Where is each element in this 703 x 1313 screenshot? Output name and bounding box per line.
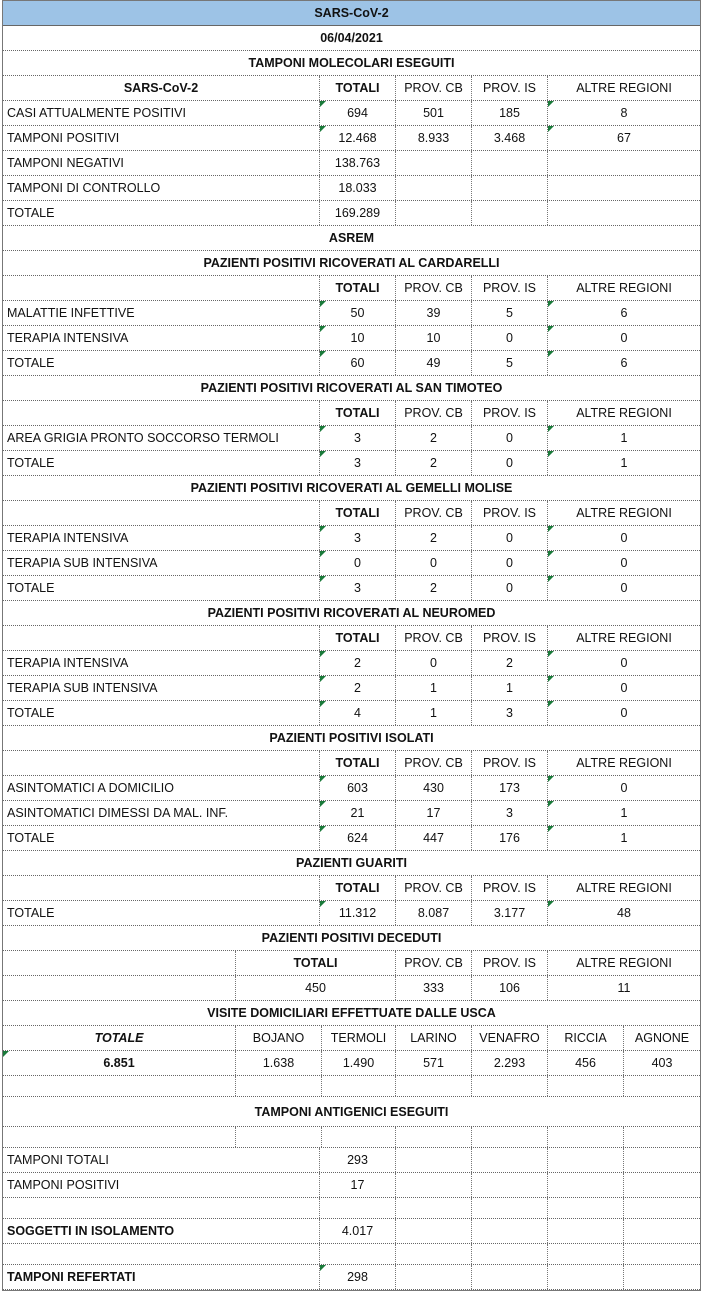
value-prov-cb[interactable]: 2 — [396, 451, 472, 475]
usca-total-label[interactable]: TOTALE — [3, 1026, 236, 1050]
row-label[interactable]: TERAPIA SUB INTENSIVA — [3, 676, 320, 700]
asrem-row — [3, 226, 700, 251]
empty-cell[interactable] — [3, 501, 320, 525]
row-value[interactable]: 17 — [320, 1173, 396, 1197]
row-label[interactable]: TOTALE — [3, 901, 320, 925]
row-label[interactable]: SOGGETTI IN ISOLAMENTO — [3, 1219, 320, 1243]
table-row — [3, 1148, 700, 1173]
value-prov-is[interactable]: 2 — [472, 651, 548, 675]
value-prov-cb[interactable] — [396, 151, 472, 175]
molecolari-rows — [3, 101, 700, 226]
section-cardarelli — [3, 251, 700, 376]
value-altre-regioni[interactable]: 6 — [548, 351, 700, 375]
table-row — [3, 826, 700, 851]
header-totali[interactable]: TOTALI — [320, 501, 396, 525]
usca-col-agnone[interactable]: AGNONE — [634, 1031, 690, 1045]
column-header-row — [3, 501, 700, 526]
header-prov-is[interactable]: PROV. IS — [472, 876, 548, 900]
empty-cell[interactable] — [548, 1219, 624, 1243]
empty-cell[interactable] — [396, 1148, 472, 1172]
header-altre-regioni[interactable]: ALTRE REGIONI — [576, 956, 672, 970]
row-label[interactable]: TAMPONI TOTALI — [3, 1148, 320, 1172]
value-prov-cb[interactable]: 1 — [396, 701, 472, 725]
value-altre-regioni[interactable]: 0 — [548, 651, 700, 675]
empty-cell[interactable] — [3, 751, 320, 775]
header-prov-is[interactable]: PROV. IS — [472, 401, 548, 425]
header-prov-cb[interactable]: PROV. CB — [396, 276, 472, 300]
value-totali[interactable]: 138.763 — [320, 151, 396, 175]
row-label[interactable]: TAMPONI REFERTATI — [3, 1265, 320, 1289]
empty-cell[interactable] — [3, 976, 236, 1000]
value-totali[interactable]: 169.289 — [320, 201, 396, 225]
header-altre-regioni[interactable]: ALTRE REGIONI — [576, 756, 672, 770]
section-heading — [3, 251, 700, 276]
value-prov-cb[interactable]: 49 — [396, 351, 472, 375]
value-prov-cb[interactable]: 0 — [396, 551, 472, 575]
value-prov-is[interactable]: 3.177 — [472, 901, 548, 925]
value-prov-cb[interactable] — [396, 201, 472, 225]
empty-cell[interactable] — [548, 1244, 624, 1264]
title-row — [3, 1, 700, 26]
section-heading — [3, 601, 700, 626]
value-totali[interactable]: 2 — [320, 651, 396, 675]
empty-cell[interactable] — [472, 1219, 548, 1243]
section-heading — [3, 376, 700, 401]
value-totali[interactable]: 60 — [320, 351, 396, 375]
value-prov-cb[interactable]: 501 — [396, 101, 472, 125]
header-prov-cb[interactable]: PROV. CB — [396, 501, 472, 525]
usca-col-larino[interactable]: LARINO — [396, 1026, 472, 1050]
value-prov-cb[interactable]: 2 — [396, 526, 472, 550]
section-gemelli — [3, 476, 700, 601]
value-prov-is[interactable] — [472, 151, 548, 175]
column-header-row — [3, 76, 700, 101]
section-heading — [3, 851, 700, 876]
san-timoteo-heading[interactable]: PAZIENTI POSITIVI RICOVERATI AL SAN TIMOTEO — [200, 381, 503, 395]
usca-col-venafro[interactable]: VENAFRO — [472, 1026, 548, 1050]
value-totali[interactable]: 50 — [320, 301, 396, 325]
table-row — [3, 776, 700, 801]
section-san-timoteo — [3, 376, 700, 476]
value-totali[interactable]: 2 — [320, 676, 396, 700]
table-row — [3, 551, 700, 576]
header-prov-cb[interactable]: PROV. CB — [396, 876, 472, 900]
header-altre-regioni[interactable]: ALTRE REGIONI — [576, 406, 672, 420]
table-row — [3, 676, 700, 701]
empty-cell[interactable] — [472, 1244, 548, 1264]
table-row — [3, 326, 700, 351]
molecolari-heading[interactable]: TAMPONI MOLECOLARI ESEGUITI — [248, 56, 455, 70]
value-altre-regioni[interactable]: 1 — [548, 426, 700, 450]
header-totali[interactable]: TOTALI — [320, 626, 396, 650]
usca-value-venafro[interactable]: 2.293 — [472, 1051, 548, 1075]
value-prov-cb[interactable] — [396, 176, 472, 200]
header-totali[interactable]: TOTALI — [320, 276, 396, 300]
value-prov-is[interactable]: 173 — [472, 776, 548, 800]
empty-cell[interactable] — [624, 1244, 700, 1264]
neuromed-heading[interactable]: PAZIENTI POSITIVI RICOVERATI AL NEUROMED — [207, 606, 496, 620]
value-prov-cb[interactable]: 8.933 — [396, 126, 472, 150]
value-totali[interactable]: 694 — [320, 101, 396, 125]
value-altre-regioni[interactable]: 48 — [548, 901, 700, 925]
value-prov-cb[interactable]: 2 — [396, 426, 472, 450]
value-altre-regioni[interactable] — [548, 176, 700, 200]
empty-cell[interactable] — [396, 1076, 472, 1096]
header-totali[interactable]: TOTALI — [320, 401, 396, 425]
value-prov-cb[interactable]: 0 — [396, 651, 472, 675]
row-label[interactable]: TOTALE — [3, 576, 320, 600]
section-heading — [3, 926, 700, 951]
row-value[interactable]: 293 — [320, 1148, 396, 1172]
empty-cell[interactable] — [320, 1244, 396, 1264]
empty-cell[interactable] — [3, 1244, 320, 1264]
table-row — [3, 801, 700, 826]
value-prov-cb[interactable]: 17 — [396, 801, 472, 825]
header-prov-is[interactable]: PROV. IS — [472, 76, 548, 100]
usca-col-riccia[interactable]: RICCIA — [548, 1026, 624, 1050]
empty-cell[interactable] — [3, 876, 320, 900]
value-prov-is[interactable]: 3 — [472, 801, 548, 825]
empty-cell[interactable] — [472, 1076, 548, 1096]
empty-cell[interactable] — [3, 276, 320, 300]
empty-cell[interactable] — [320, 1198, 396, 1218]
empty-row — [3, 1127, 700, 1148]
column-header-row — [3, 276, 700, 301]
row-label[interactable]: TOTALE — [3, 351, 320, 375]
header-prov-is[interactable]: PROV. IS — [472, 626, 548, 650]
empty-cell[interactable] — [548, 1148, 624, 1172]
empty-cell[interactable] — [624, 1219, 700, 1243]
usca-value-riccia[interactable]: 456 — [548, 1051, 624, 1075]
column-header-row — [3, 876, 700, 901]
value-prov-cb[interactable]: 2 — [396, 576, 472, 600]
empty-cell[interactable] — [3, 401, 320, 425]
row-label[interactable]: CASI ATTUALMENTE POSITIVI — [3, 101, 320, 125]
value-prov-cb[interactable]: 447 — [396, 826, 472, 850]
empty-cell[interactable] — [624, 1148, 700, 1172]
header-altre-regioni[interactable]: ALTRE REGIONI — [576, 506, 672, 520]
header-altre-regioni[interactable]: ALTRE REGIONI — [576, 281, 672, 295]
column-header-row — [3, 401, 700, 426]
value-prov-is[interactable]: 0 — [472, 526, 548, 550]
empty-cell[interactable] — [548, 1198, 624, 1218]
empty-cell[interactable] — [472, 1173, 548, 1197]
empty-cell[interactable] — [236, 1127, 322, 1147]
empty-cell[interactable] — [472, 1127, 548, 1147]
table-row — [3, 1219, 700, 1244]
cardarelli-heading[interactable]: PAZIENTI POSITIVI RICOVERATI AL CARDARELLI — [203, 256, 500, 270]
isolati-heading[interactable]: PAZIENTI POSITIVI ISOLATI — [269, 731, 434, 745]
table-row — [3, 426, 700, 451]
row-label[interactable]: TAMPONI POSITIVI — [3, 126, 320, 150]
header-prov-cb[interactable]: PROV. CB — [396, 626, 472, 650]
data-row — [3, 976, 700, 1001]
empty-cell[interactable] — [472, 1148, 548, 1172]
empty-cell[interactable] — [3, 626, 320, 650]
antigenici-rows — [3, 1148, 700, 1290]
value-altre-regioni[interactable] — [548, 201, 700, 225]
header-altre-regioni[interactable]: ALTRE REGIONI — [576, 81, 672, 95]
row-label[interactable]: TOTALE — [3, 201, 320, 225]
value-prov-is[interactable]: 0 — [472, 551, 548, 575]
table-row — [3, 451, 700, 476]
empty-cell[interactable] — [396, 1265, 472, 1289]
antigenici-heading[interactable]: TAMPONI ANTIGENICI ESEGUITI — [254, 1104, 449, 1119]
column-header-row — [3, 951, 700, 976]
header-prov-is[interactable]: PROV. IS — [472, 751, 548, 775]
empty-row — [3, 1198, 700, 1219]
table-row — [3, 526, 700, 551]
empty-row — [3, 1244, 700, 1265]
value-prov-cb[interactable]: 1 — [396, 676, 472, 700]
value-totali[interactable]: 3 — [320, 451, 396, 475]
header-prov-cb[interactable]: PROV. CB — [396, 76, 472, 100]
row-label[interactable]: MALATTIE INFETTIVE — [3, 301, 320, 325]
value-prov-is[interactable]: 3.468 — [472, 126, 548, 150]
empty-cell[interactable] — [3, 951, 236, 975]
value-totali[interactable]: 0 — [320, 551, 396, 575]
value-prov-is[interactable]: 185 — [472, 101, 548, 125]
empty-cell[interactable] — [396, 1244, 472, 1264]
table-row — [3, 176, 700, 201]
section-isolati — [3, 726, 700, 851]
row-value[interactable]: 298 — [320, 1265, 396, 1289]
value-altre-regioni[interactable]: 0 — [548, 551, 700, 575]
value-altre-regioni[interactable]: 67 — [548, 126, 700, 150]
table-row — [3, 151, 700, 176]
row-label[interactable]: ASINTOMATICI A DOMICILIO — [3, 776, 320, 800]
deceduti-heading[interactable]: PAZIENTI POSITIVI DECEDUTI — [261, 931, 442, 945]
corner-label[interactable]: SARS-CoV-2 — [3, 76, 320, 100]
row-label[interactable]: TERAPIA SUB INTENSIVA — [3, 551, 320, 575]
value-prov-is[interactable]: 0 — [472, 576, 548, 600]
section-heading — [3, 1001, 700, 1026]
empty-cell[interactable] — [396, 1173, 472, 1197]
value-prov-is[interactable]: 3 — [472, 701, 548, 725]
report-title[interactable]: SARS-CoV-2 — [314, 6, 389, 20]
row-label[interactable]: TOTALE — [3, 701, 320, 725]
value-totali[interactable]: 21 — [320, 801, 396, 825]
usca-total-value[interactable]: 6.851 — [3, 1051, 236, 1075]
value-altre-regioni[interactable]: 0 — [548, 326, 700, 350]
column-header-row — [3, 751, 700, 776]
header-totali[interactable]: TOTALI — [320, 751, 396, 775]
empty-cell[interactable] — [396, 1127, 472, 1147]
table-row — [3, 576, 700, 601]
value-totali[interactable]: 10 — [320, 326, 396, 350]
value-totali[interactable]: 11.312 — [320, 901, 396, 925]
value-totali[interactable]: 624 — [320, 826, 396, 850]
asrem-label[interactable]: ASREM — [328, 231, 375, 245]
empty-cell[interactable] — [236, 1076, 322, 1096]
table-row — [3, 651, 700, 676]
value-prov-is[interactable]: 0 — [472, 451, 548, 475]
row-label[interactable]: TERAPIA INTENSIVA — [3, 651, 320, 675]
header-altre-regioni[interactable]: ALTRE REGIONI — [576, 631, 672, 645]
table-row — [3, 901, 700, 926]
table-row — [3, 351, 700, 376]
empty-row — [3, 1076, 700, 1097]
column-header-row — [3, 626, 700, 651]
empty-cell[interactable] — [322, 1127, 396, 1147]
empty-cell[interactable] — [396, 1198, 472, 1218]
section-heading — [3, 476, 700, 501]
deceduti-prov-is[interactable]: 106 — [472, 976, 548, 1000]
value-altre-regioni[interactable]: 0 — [548, 526, 700, 550]
section-neuromed — [3, 601, 700, 726]
empty-cell[interactable] — [624, 1198, 700, 1218]
value-prov-is[interactable]: 0 — [472, 426, 548, 450]
table-row — [3, 701, 700, 726]
table-row — [3, 201, 700, 226]
empty-cell[interactable] — [624, 1076, 700, 1096]
value-prov-cb[interactable]: 430 — [396, 776, 472, 800]
value-prov-cb[interactable]: 8.087 — [396, 901, 472, 925]
value-totali[interactable]: 3 — [320, 526, 396, 550]
header-prov-cb[interactable]: PROV. CB — [396, 751, 472, 775]
empty-cell[interactable] — [624, 1173, 700, 1197]
usca-value-row — [3, 1051, 700, 1076]
empty-cell[interactable] — [472, 1265, 548, 1289]
empty-cell[interactable] — [624, 1265, 700, 1289]
value-prov-is[interactable]: 5 — [472, 301, 548, 325]
empty-cell[interactable] — [548, 1127, 624, 1147]
usca-value-larino[interactable]: 571 — [396, 1051, 472, 1075]
row-label[interactable]: TOTALE — [3, 451, 320, 475]
usca-col-bojano[interactable]: BOJANO — [236, 1026, 322, 1050]
table-row — [3, 301, 700, 326]
row-label[interactable]: TAMPONI DI CONTROLLO — [3, 176, 320, 200]
header-totali[interactable]: TOTALI — [320, 876, 396, 900]
guariti-heading[interactable]: PAZIENTI GUARITI — [296, 856, 407, 870]
header-totali[interactable]: TOTALI — [236, 951, 396, 975]
value-totali[interactable]: 4 — [320, 701, 396, 725]
value-altre-regioni[interactable]: 1 — [548, 451, 700, 475]
deceduti-altre-regioni[interactable]: 11 — [617, 981, 631, 995]
row-label[interactable]: TERAPIA INTENSIVA — [3, 526, 320, 550]
value-totali[interactable]: 3 — [320, 426, 396, 450]
value-prov-is[interactable]: 176 — [472, 826, 548, 850]
section-heading — [3, 1097, 700, 1127]
empty-cell[interactable] — [548, 1265, 624, 1289]
header-altre-regioni[interactable]: ALTRE REGIONI — [576, 881, 672, 895]
row-label[interactable]: TERAPIA INTENSIVA — [3, 326, 320, 350]
value-prov-cb[interactable]: 39 — [396, 301, 472, 325]
header-prov-is[interactable]: PROV. IS — [472, 951, 548, 975]
value-prov-is[interactable]: 1 — [472, 676, 548, 700]
usca-col-termoli[interactable]: TERMOLI — [322, 1026, 396, 1050]
value-altre-regioni[interactable]: 0 — [548, 701, 700, 725]
value-prov-is[interactable] — [472, 176, 548, 200]
value-prov-cb[interactable]: 10 — [396, 326, 472, 350]
value-prov-is[interactable]: 5 — [472, 351, 548, 375]
section-heading — [3, 726, 700, 751]
row-label[interactable]: TOTALE — [3, 826, 320, 850]
value-altre-regioni[interactable]: 1 — [548, 826, 700, 850]
value-altre-regioni[interactable]: 0 — [548, 576, 700, 600]
empty-cell[interactable] — [548, 1076, 624, 1096]
usca-value-bojano[interactable]: 1.638 — [236, 1051, 322, 1075]
row-value[interactable]: 4.017 — [320, 1219, 396, 1243]
empty-cell[interactable] — [3, 1127, 236, 1147]
section-heading — [3, 51, 700, 76]
table-row — [3, 126, 700, 151]
value-altre-regioni[interactable]: 0 — [548, 676, 700, 700]
section-guariti — [3, 851, 700, 926]
usca-value-agnone[interactable]: 403 — [651, 1056, 673, 1070]
empty-cell[interactable] — [624, 1127, 700, 1147]
report-table — [2, 0, 701, 1291]
header-totali[interactable]: TOTALI — [320, 76, 396, 100]
empty-cell[interactable] — [396, 1219, 472, 1243]
value-altre-regioni[interactable]: 8 — [548, 101, 700, 125]
deceduti-prov-cb[interactable]: 333 — [396, 976, 472, 1000]
value-prov-is[interactable] — [472, 201, 548, 225]
table-row — [3, 1265, 700, 1290]
row-label[interactable]: TAMPONI POSITIVI — [3, 1173, 320, 1197]
value-totali[interactable]: 12.468 — [320, 126, 396, 150]
value-prov-is[interactable]: 0 — [472, 326, 548, 350]
gemelli-heading[interactable]: PAZIENTI POSITIVI RICOVERATI AL GEMELLI MOLISE — [190, 481, 513, 495]
value-altre-regioni[interactable]: 0 — [548, 776, 700, 800]
row-label[interactable]: TAMPONI NEGATIVI — [3, 151, 320, 175]
value-altre-regioni[interactable]: 6 — [548, 301, 700, 325]
header-prov-is[interactable]: PROV. IS — [472, 276, 548, 300]
empty-cell[interactable] — [3, 1198, 320, 1218]
empty-cell[interactable] — [3, 1076, 236, 1096]
report-date[interactable]: 06/04/2021 — [320, 31, 383, 45]
row-label[interactable]: AREA GRIGIA PRONTO SOCCORSO TERMOLI — [3, 426, 320, 450]
row-label[interactable]: ASINTOMATICI DIMESSI DA MAL. INF. — [3, 801, 320, 825]
table-row — [3, 101, 700, 126]
value-totali[interactable]: 603 — [320, 776, 396, 800]
table-row — [3, 1173, 700, 1198]
header-prov-cb[interactable]: PROV. CB — [396, 401, 472, 425]
usca-header-row — [3, 1026, 700, 1051]
value-totali[interactable]: 3 — [320, 576, 396, 600]
empty-cell[interactable] — [548, 1173, 624, 1197]
header-prov-is[interactable]: PROV. IS — [472, 501, 548, 525]
value-totali[interactable]: 18.033 — [320, 176, 396, 200]
empty-cell[interactable] — [472, 1198, 548, 1218]
usca-value-termoli[interactable]: 1.490 — [322, 1051, 396, 1075]
date-row — [3, 26, 700, 51]
deceduti-totali[interactable]: 450 — [236, 976, 396, 1000]
value-altre-regioni[interactable]: 1 — [548, 801, 700, 825]
usca-heading[interactable]: VISITE DOMICILIARI EFFETTUATE DALLE USCA — [207, 1006, 496, 1020]
empty-cell[interactable] — [322, 1076, 396, 1096]
header-prov-cb[interactable]: PROV. CB — [396, 951, 472, 975]
value-altre-regioni[interactable] — [548, 151, 700, 175]
